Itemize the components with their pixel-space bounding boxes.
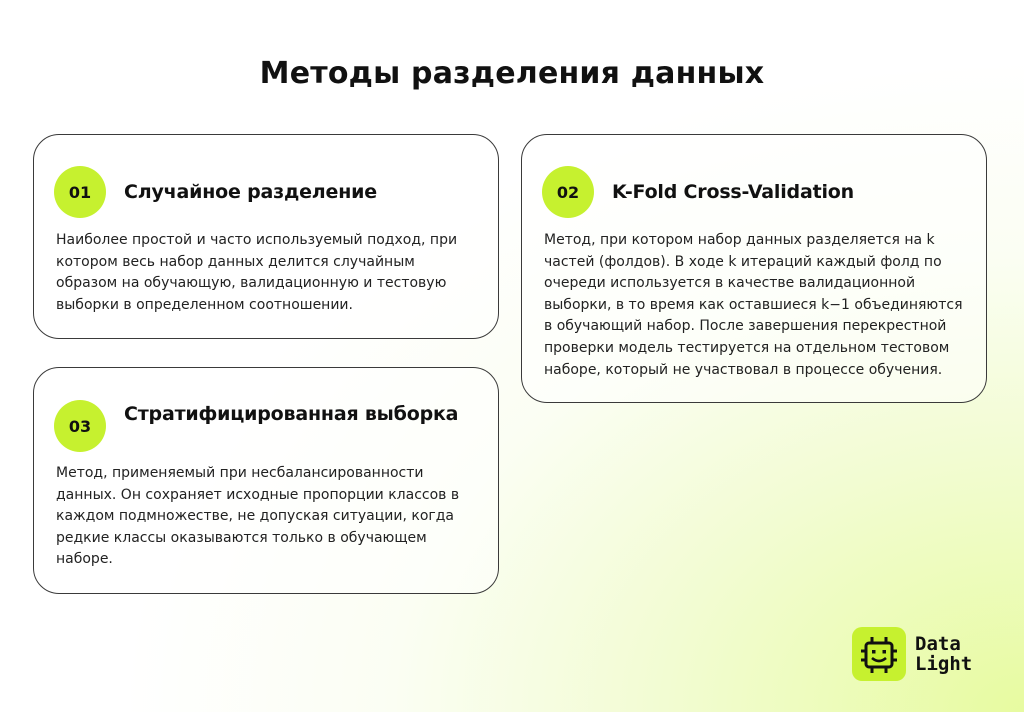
card-kfold-cv — [521, 134, 987, 403]
card-description: Наиболее простой и часто используемый подход, при котором весь набор данных делится случайным образом на обучающую, валидационную и тестовую выборки в определенном соотношении. — [56, 232, 458, 313]
card-random-split — [33, 134, 499, 339]
card-number-badge: 02 — [542, 166, 594, 218]
robot-face-icon — [852, 627, 906, 681]
card-title: Стратифицированная выборка — [124, 403, 459, 425]
card-title: Случайное разделение — [124, 181, 377, 203]
card-title: K-Fold Cross-Validation — [612, 181, 854, 203]
card-number-badge: 01 — [54, 166, 106, 218]
card-stratified-sampling — [33, 367, 499, 594]
card-description: Метод, при котором набор данных разделяется на k частей (фолдов). В ходе k итераций каждый фолд по очереди используется в качестве валидационной выборки, в то время как оставшиеся k−1 объединяются в обучающий набор. После завершения перекрестной проверки модель тестируется на отдельном тестовом наборе, который не участвовал в процессе обучения. — [544, 232, 963, 378]
card-description: Метод, применяемый при несбалансированности данных. Он сохраняет исходные пропорции классов в каждом подмножестве, не допуская ситуации, когда редкие классы оказываются только в обучающем наборе. — [56, 465, 460, 568]
page-title: Методы разделения данных — [259, 56, 765, 91]
card-number-badge: 03 — [54, 400, 106, 452]
brand-name — [915, 634, 972, 674]
brand-name-line2: Light — [915, 653, 973, 675]
brand-logo — [852, 627, 972, 681]
brand-name-line1: Data — [915, 633, 961, 655]
